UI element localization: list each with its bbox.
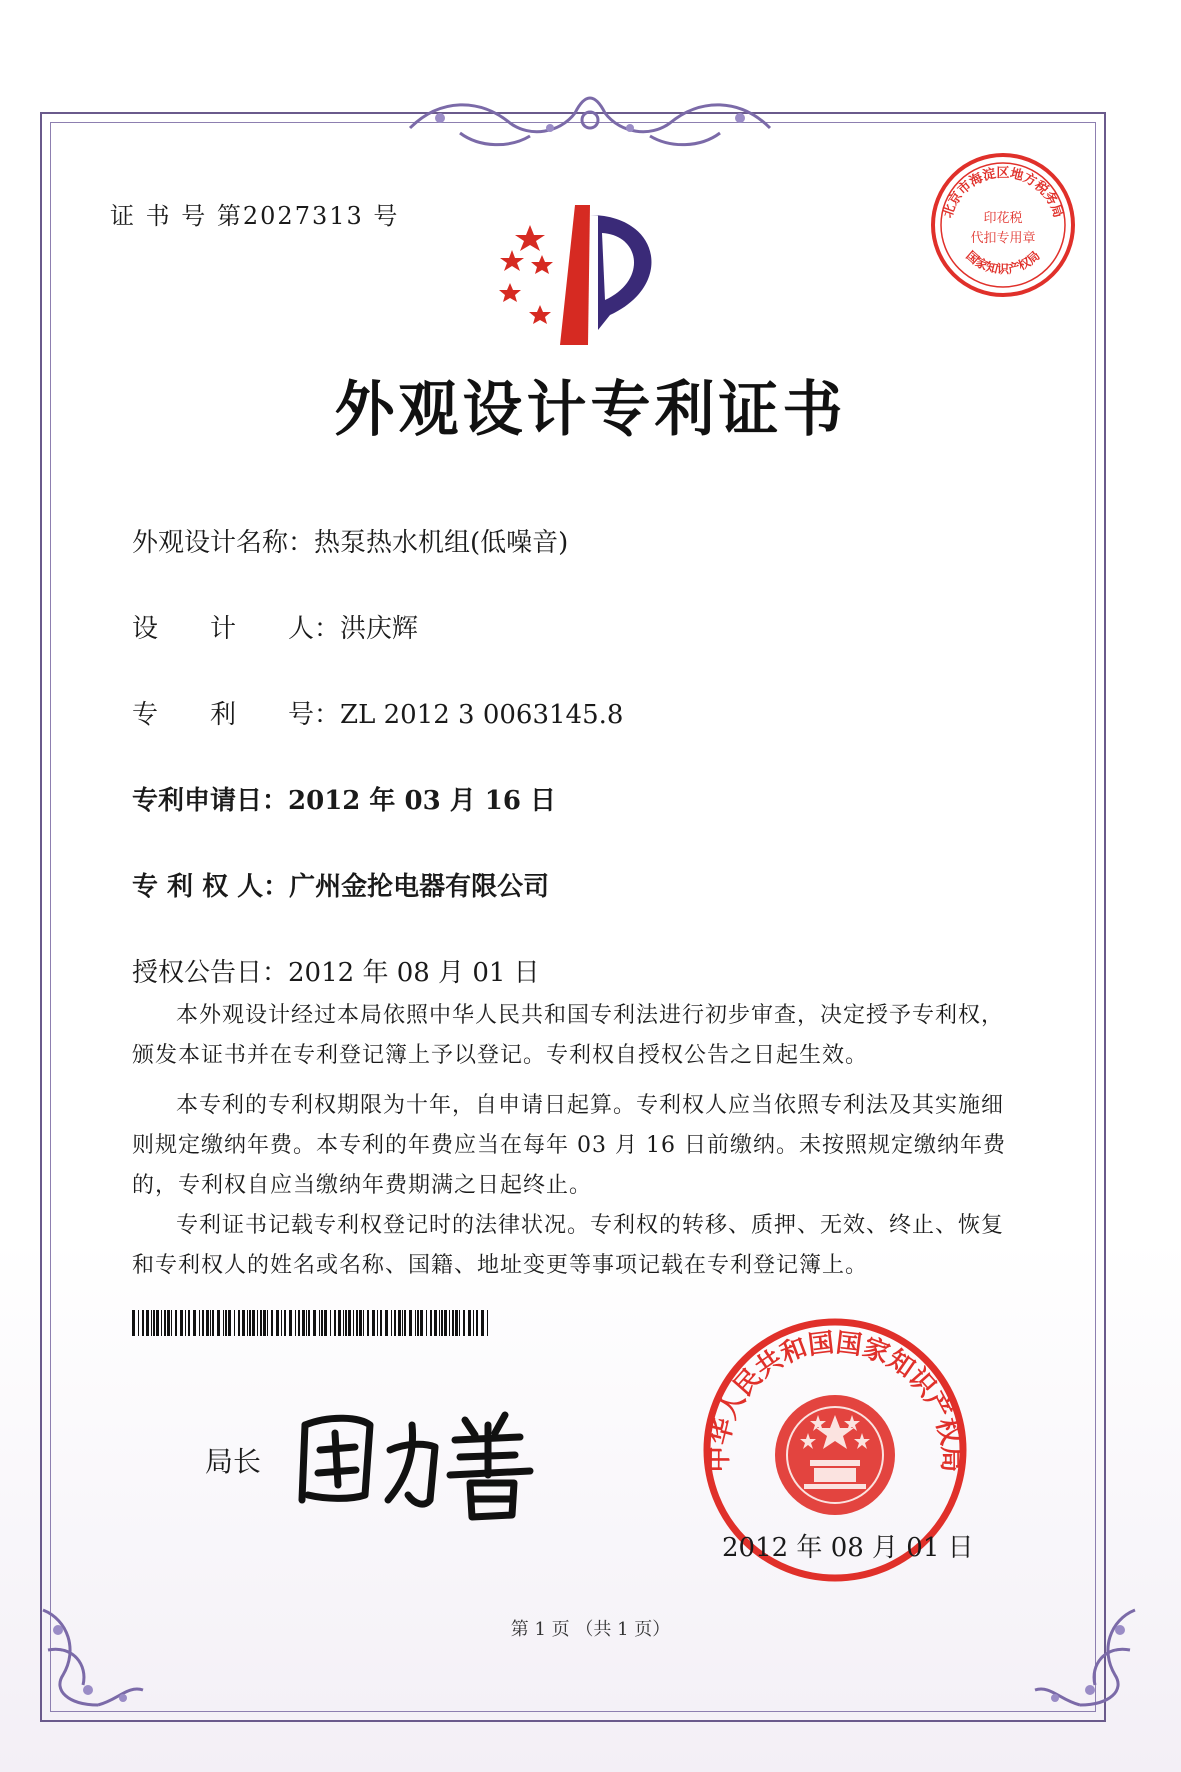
grant-date-label: 授权公告日： <box>132 958 289 988</box>
certificate-number: 证 书 号 第2027313 号 <box>110 202 400 230</box>
bottom-left-ornament <box>28 1590 158 1720</box>
designer-value: 洪庆辉 <box>340 614 419 644</box>
patentee-field <box>132 866 549 903</box>
grant-date-value: 2012 年 08 月 01 日 <box>288 958 540 988</box>
patentee-value: 广州金抡电器有限公司 <box>289 872 550 902</box>
application-date-label: 专利申请日： <box>132 786 289 816</box>
barcode <box>132 1310 492 1336</box>
bottom-right-ornament <box>1020 1590 1150 1720</box>
tax-stamp-inner-line-2: 代扣专用章 <box>970 231 1036 246</box>
seal-date: 2012 年 08 月 01 日 <box>722 1533 974 1563</box>
tax-stamp-inner-line-1: 印花税 <box>983 211 1023 226</box>
patent-number-field <box>132 694 623 731</box>
grant-date-field <box>132 952 540 989</box>
director-signature <box>290 1395 560 1525</box>
tax-stamp <box>928 150 1078 300</box>
paragraph-2: 本专利的专利权期限为十年，自申请日起算。专利权人应当依照专利法及其实施细则规定缴纳年费。本专利的年费应当在每年 03 月 16 日前缴纳。未按照规定缴纳年费的，专利权自应当缴纳年费期满之日起终止。 <box>132 1093 1006 1198</box>
tax-stamp-outer-text: 北京市海淀区地方税务局 <box>940 166 1066 220</box>
application-date-value: 2012 年 03 月 16 日 <box>288 786 557 816</box>
paragraph-1: 本外观设计经过本局依照中华人民共和国专利法进行初步审查，决定授予专利权，颁发本证书并在专利登记簿上予以登记。专利权自授权公告之日起生效。 <box>132 1003 1005 1068</box>
patentee-label: 专 利 权 人： <box>132 872 290 902</box>
design-name-value: 热泵热水机组(低噪音) <box>314 528 569 558</box>
director-label: 局长 <box>205 1445 262 1478</box>
page-indicator: 第 1 页 （共 1 页） <box>510 1619 671 1640</box>
designer-label: 设 计 人： <box>132 614 341 644</box>
paragraph-3: 专利证书记载专利权登记时的法律状况。专利权的转移、质押、无效、终止、恢复和专利权人的姓名或名称、国籍、地址变更等事项记载在专利登记簿上。 <box>132 1213 1005 1278</box>
design-name-label: 外观设计名称： <box>132 528 315 558</box>
designer-field <box>132 608 418 645</box>
tax-stamp-bottom-text: 国家知识产权局 <box>963 248 1043 277</box>
seal-ring-text: 中华人民共和国国家知识产权局 <box>703 1328 967 1473</box>
patent-number-value: ZL 2012 3 0063145.8 <box>340 700 624 730</box>
svg-text:国家知识产权局 <box>963 248 1042 276</box>
design-name-field <box>132 522 568 559</box>
national-emblem <box>775 1395 895 1515</box>
application-date-field <box>132 780 556 817</box>
patent-office-emblem <box>490 205 690 350</box>
top-ornament <box>400 88 780 158</box>
certificate-title: 外观设计专利证书 <box>334 375 847 445</box>
patent-number-label: 专 利 号： <box>132 700 341 730</box>
